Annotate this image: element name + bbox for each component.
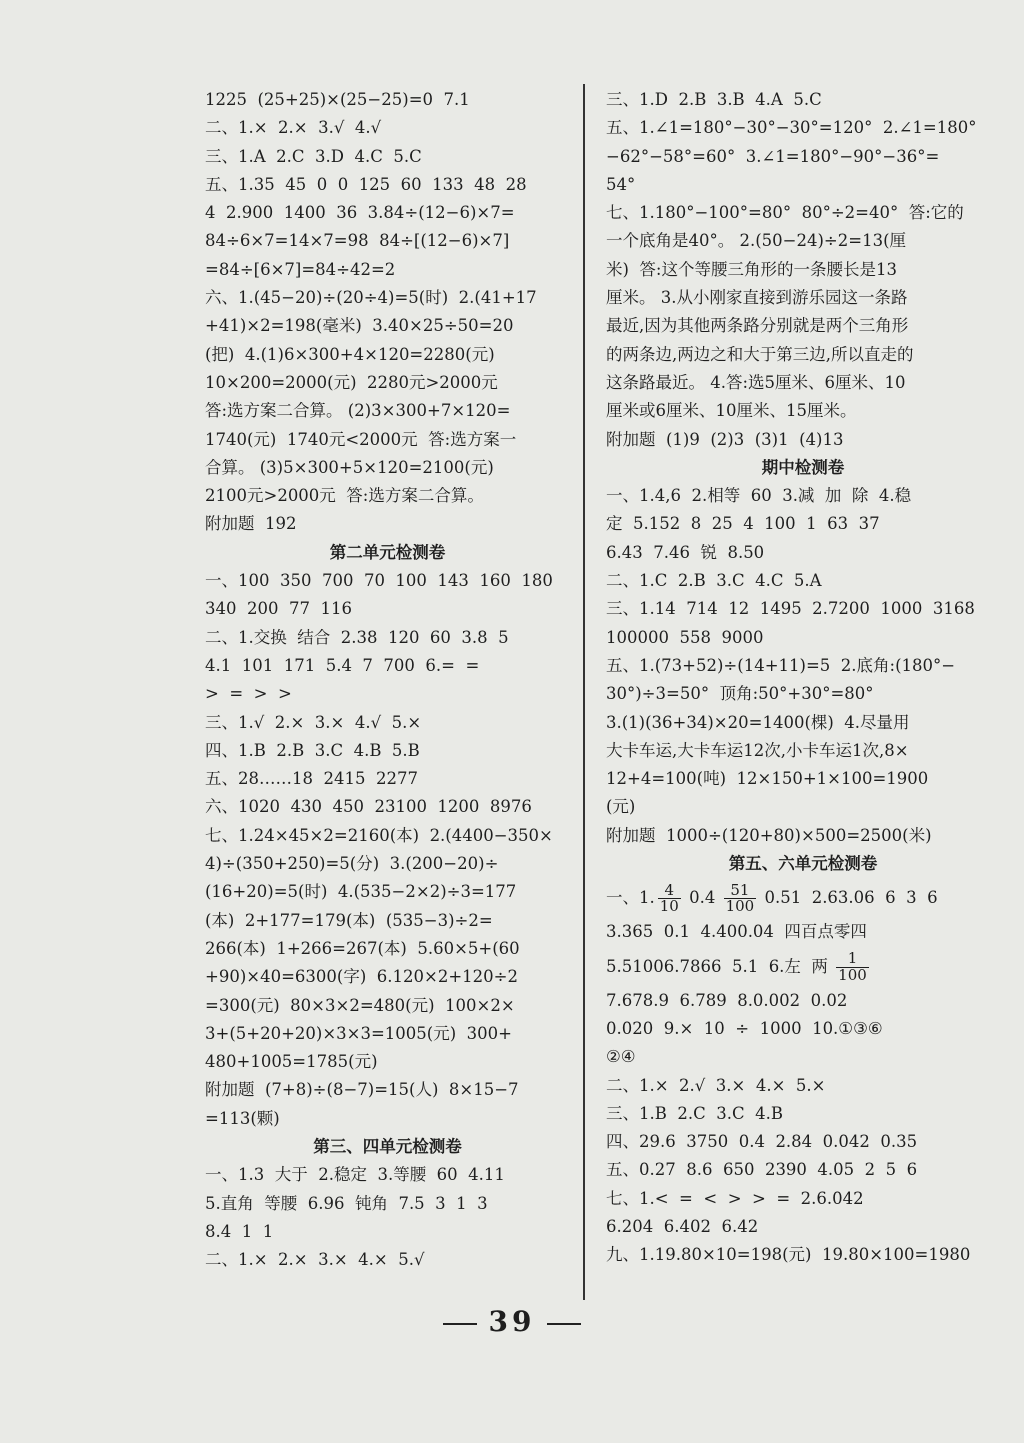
answer-line: (16+20)=5(时) 4.(535−2×2)÷3=177 — [205, 882, 517, 902]
answer-line: 二、1.× 2.× 3.√ 4.√ — [205, 118, 382, 138]
answer-line: 3.365 0.1 4.400.04 四百点零四 — [606, 922, 867, 942]
answer-line: =113(颗) — [205, 1108, 280, 1128]
answer-line: 6.43 7.46 锐 8.50 — [606, 542, 765, 562]
answer-line: 四、29.6 3750 0.4 2.84 0.042 0.35 — [606, 1132, 918, 1152]
answer-line: 五、1.∠1=180°−30°−30°=120° 2.∠1=180° — [606, 118, 977, 138]
fraction-line-2 — [606, 947, 1000, 987]
answer-line: 7.678.9 6.789 8.0.002 0.02 — [606, 990, 848, 1010]
column-divider — [583, 84, 585, 1300]
answer-line: 三、1.14 714 12 1495 2.7200 1000 3168 — [606, 599, 975, 619]
answer-line: 五、1.35 45 0 0 125 60 133 48 28 — [205, 174, 527, 194]
fraction-denominator: 100 — [838, 965, 867, 984]
answer-line: 五、28……18 2415 2277 — [205, 769, 418, 789]
answer-line: 二、1.× 2.√ 3.× 4.× 5.× — [606, 1075, 826, 1095]
answer-line: 一、1.3 大于 2.稳定 3.等腰 60 4.11 — [205, 1165, 505, 1185]
answer-line: 12+4=100(吨) 12×150+1×100=1900 — [606, 769, 929, 789]
answer-line: 3.(1)(36+34)×20=1400(棵) 4.尽量用 — [606, 712, 910, 732]
answer-line: 这条路最近。 4.答:选5厘米、6厘米、10 — [606, 372, 906, 392]
answer-line: 附加题 192 — [205, 514, 297, 534]
answer-line: +41)×2=198(毫米) 3.40×25÷50=20 — [205, 316, 514, 336]
answer-line: 附加题 (1)9 (2)3 (3)1 (4)13 — [606, 429, 844, 449]
section-heading: 第五、六单元检测卷 — [728, 854, 878, 874]
line-text: 5.51006.7866 5.1 6.左 两 — [606, 956, 834, 976]
fraction-51-100 — [724, 880, 757, 916]
answer-line: 5.直角 等腰 6.96 钝角 7.5 3 1 3 — [205, 1193, 488, 1213]
answer-line: 大卡车运,大卡车运12次,小卡车运1次,8× — [606, 740, 909, 760]
answer-line: 七、1.< = < > > = 2.6.042 — [606, 1188, 864, 1208]
answer-line: 4)÷(350+250)=5(分) 3.(200−20)÷ — [205, 854, 499, 874]
answer-line: 二、1.× 2.× 3.× 4.× 5.√ — [205, 1250, 425, 1270]
answer-line: ②④ — [606, 1047, 636, 1067]
answer-line: 七、1.24×45×2=2160(本) 2.(4400−350× — [205, 825, 553, 845]
answer-line: 一、100 350 700 70 100 143 160 180 — [205, 571, 553, 591]
answer-line: 附加题 (7+8)÷(8−7)=15(人) 8×15−7 — [205, 1080, 519, 1100]
line-text: 一、1. — [606, 888, 655, 908]
section-heading: 第二单元检测卷 — [329, 542, 446, 562]
fraction-1-100 — [836, 948, 869, 984]
answer-line: 的两条边,两边之和大于第三边,所以直走的 — [606, 344, 914, 364]
answer-line: −62°−58°=60° 3.∠1=180°−90°−36°= — [606, 146, 940, 166]
answer-line: =84÷[6×7]=84÷42=2 — [205, 259, 396, 279]
answer-line: 6.204 6.402 6.42 — [606, 1216, 759, 1236]
answer-line: 附加题 1000÷(120+80)×500=2500(米) — [606, 825, 932, 845]
answer-line: 定 5.152 8 25 4 100 1 63 37 — [606, 514, 880, 534]
answer-line: 九、1.19.80×10=198(元) 19.80×100=1980 — [606, 1245, 971, 1265]
answer-line: 一个底角是40°。 2.(50−24)÷2=13(厘 — [606, 231, 907, 251]
answer-line: 30°)÷3=50° 顶角:50°+30°=80° — [606, 684, 874, 704]
right-top-block — [606, 86, 1000, 878]
footer-dash-right — [547, 1323, 581, 1325]
fraction-numerator: 4 — [658, 883, 681, 900]
answer-line: 三、1.A 2.C 3.D 4.C 5.C — [205, 146, 422, 166]
right-bottom-block — [606, 987, 1000, 1270]
answer-line: 100000 558 9000 — [606, 627, 764, 647]
answer-line: 六、1.(45−20)÷(20÷4)=5(时) 2.(41+17 — [205, 288, 537, 308]
answer-line: 480+1005=1785(元) — [205, 1052, 378, 1072]
answer-line: 1225 (25+25)×(25−25)=0 7.1 — [205, 90, 470, 109]
answer-line: +90)×40=6300(字) 6.120×2+120÷2 — [205, 967, 518, 987]
answer-line: 266(本) 1+266=267(本) 5.60×5+(60 — [205, 938, 520, 958]
answer-line: 最近,因为其他两条路分别就是两个三角形 — [606, 316, 909, 336]
answer-line: 2100元>2000元 答:选方案二合算。 — [205, 486, 484, 506]
answer-line: 84÷6×7=14×7=98 84÷[(12−6)×7] — [205, 231, 510, 251]
answer-line: 1740(元) 1740元<2000元 答:选方案一 — [205, 429, 517, 449]
fraction-denominator: 10 — [659, 897, 679, 916]
footer-dash-left — [443, 1323, 477, 1325]
answer-line: 厘米。 3.从小刚家直接到游乐园这一条路 — [606, 288, 908, 308]
fraction-line-1 — [606, 878, 1000, 918]
answer-line: 4 2.900 1400 36 3.84÷(12−6)×7= — [205, 203, 515, 223]
answer-line: 54° — [606, 174, 636, 194]
line-text: 0.51 2.63.06 6 3 6 — [759, 888, 938, 908]
answer-line: 一、1.4,6 2.相等 60 3.减 加 除 4.稳 — [606, 486, 912, 506]
fraction-denominator: 100 — [725, 897, 755, 916]
answer-line: 合算。 (3)5×300+5×120=2100(元) — [205, 457, 494, 477]
answer-line: 8.4 1 1 — [205, 1221, 274, 1241]
left-answer-column — [205, 86, 570, 1274]
answer-line: 340 200 77 116 — [205, 599, 352, 619]
fraction-4-10 — [658, 880, 681, 916]
answer-line: 六、1020 430 450 23100 1200 8976 — [205, 797, 532, 817]
answer-line: 四、1.B 2.B 3.C 4.B 5.B — [205, 740, 420, 760]
section-heading: 第三、四单元检测卷 — [313, 1136, 462, 1156]
answer-line: 米) 答:这个等腰三角形的一条腰长是13 — [606, 259, 897, 279]
answer-line: > = > > — [205, 684, 292, 704]
section-heading: 期中检测卷 — [761, 457, 845, 477]
line-text: 0.4 — [683, 888, 721, 908]
answer-line: 10×200=2000(元) 2280元>2000元 — [205, 372, 498, 392]
page-number: 39 — [488, 1305, 536, 1338]
answer-line: 答:选方案二合算。 (2)3×300+7×120= — [205, 401, 511, 421]
fraction-numerator: 1 — [836, 951, 869, 968]
answer-line: 4.1 101 171 5.4 7 700 6.= = — [205, 655, 480, 675]
answer-line: 三、1.√ 2.× 3.× 4.√ 5.× — [205, 712, 422, 732]
answer-line: 厘米或6厘米、10厘米、15厘米。 — [606, 401, 857, 421]
answer-line: 二、1.交换 结合 2.38 120 60 3.8 5 — [205, 627, 509, 647]
answer-line: 0.020 9.× 10 ÷ 1000 10.①③⑥ — [606, 1018, 883, 1038]
answer-line: 三、1.B 2.C 3.C 4.B — [606, 1103, 783, 1123]
answer-line: 五、0.27 8.6 650 2390 4.05 2 5 6 — [606, 1160, 918, 1180]
answer-line: 五、1.(73+52)÷(14+11)=5 2.底角:(180°− — [606, 655, 956, 675]
answer-line: 三、1.D 2.B 3.B 4.A 5.C — [606, 90, 822, 109]
answer-line: (本) 2+177=179(本) (535−3)÷2= — [205, 910, 493, 930]
answer-line: (元) — [606, 797, 636, 817]
answer-line: 3+(5+20+20)×3×3=1005(元) 300+ — [205, 1023, 512, 1043]
answer-line: 二、1.C 2.B 3.C 4.C 5.A — [606, 571, 822, 591]
fraction-numerator: 51 — [724, 883, 757, 900]
answer-line: =300(元) 80×3×2=480(元) 100×2× — [205, 995, 515, 1015]
page-number-footer — [0, 1305, 1024, 1338]
answer-line: (把) 4.(1)6×300+4×120=2280(元) — [205, 344, 495, 364]
right-answer-column — [606, 86, 1000, 1270]
answer-line: 七、1.180°−100°=80° 80°÷2=40° 答:它的 — [606, 203, 964, 223]
